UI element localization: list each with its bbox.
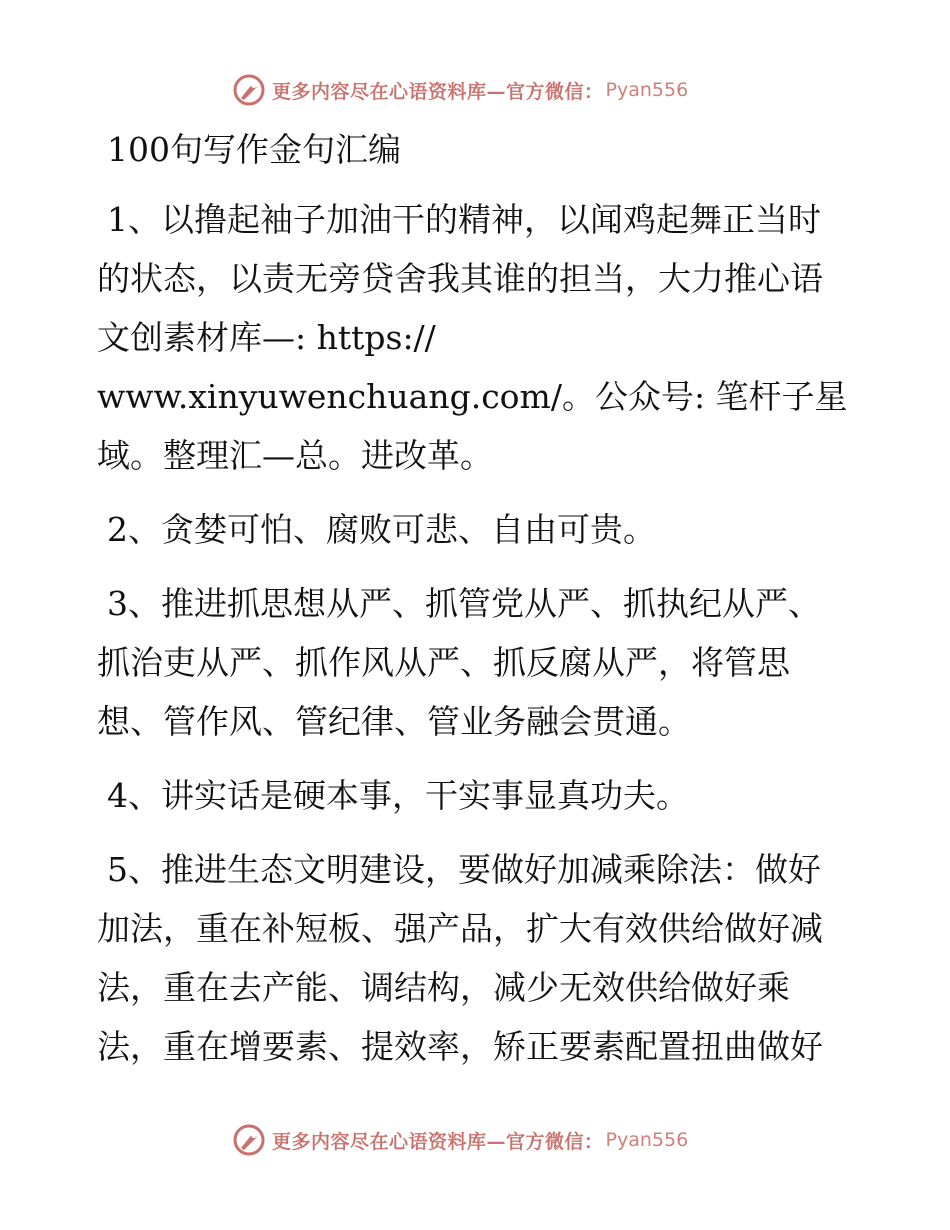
footer-watermark — [232, 1120, 752, 1160]
entry-line: www.xinyuwenchuang.com/。公众号: 笔杆子星 — [97, 377, 848, 416]
entry-line: 4、讲实话是硬本事，干实事显真功夫。 — [107, 776, 689, 815]
entry-5 — [97, 840, 857, 1076]
entry-line: 法，重在增要素、提效率，矫正要素配置扭曲做好 — [97, 1027, 823, 1066]
pen-nib-logo-icon — [232, 1123, 266, 1157]
entry-line: 抓治吏从严、抓作风从严、抓反腐从严，将管思 — [97, 643, 790, 682]
watermark-contact: Pyan556 — [605, 79, 689, 101]
entry-4 — [97, 766, 857, 825]
entry-line: 3、推进抓思想从严、抓管党从严、抓执纪从严、 — [107, 584, 821, 623]
watermark-text: 更多内容尽在心语资料库—官方微信： — [272, 1130, 604, 1153]
entry-line: 的状态，以责无旁贷舍我其谁的担当，大力推心语 — [97, 259, 823, 298]
document-body — [97, 120, 857, 1076]
entry-line: 加法，重在补短板、强产品，扩大有效供给做好减 — [97, 909, 823, 948]
entry-line: 2、贪婪可怕、腐败可悲、自由可贵。 — [107, 510, 656, 549]
entry-line: 想、管作风、管纪律、管业务融会贯通。 — [97, 702, 691, 741]
entry-line: 文创素材库—: https:// — [97, 318, 436, 357]
header-watermark — [232, 70, 752, 110]
entry-2 — [97, 500, 857, 559]
entry-1 — [97, 190, 857, 485]
document-title: 100句写作金句汇编 — [107, 130, 401, 169]
entry-line: 1、以撸起袖子加油干的精神，以闻鸡起舞正当时 — [107, 200, 821, 239]
entry-3 — [97, 574, 857, 751]
entry-line: 法，重在去产能、调结构，减少无效供给做好乘 — [97, 968, 790, 1007]
pen-nib-logo-icon — [232, 73, 266, 107]
watermark-text: 更多内容尽在心语资料库—官方微信： — [272, 80, 604, 103]
watermark-contact: Pyan556 — [605, 1129, 689, 1151]
entry-line: 5、推进生态文明建设，要做好加减乘除法：做好 — [107, 850, 821, 889]
entry-line: 域。整理汇—总。进改革。 — [97, 436, 493, 475]
